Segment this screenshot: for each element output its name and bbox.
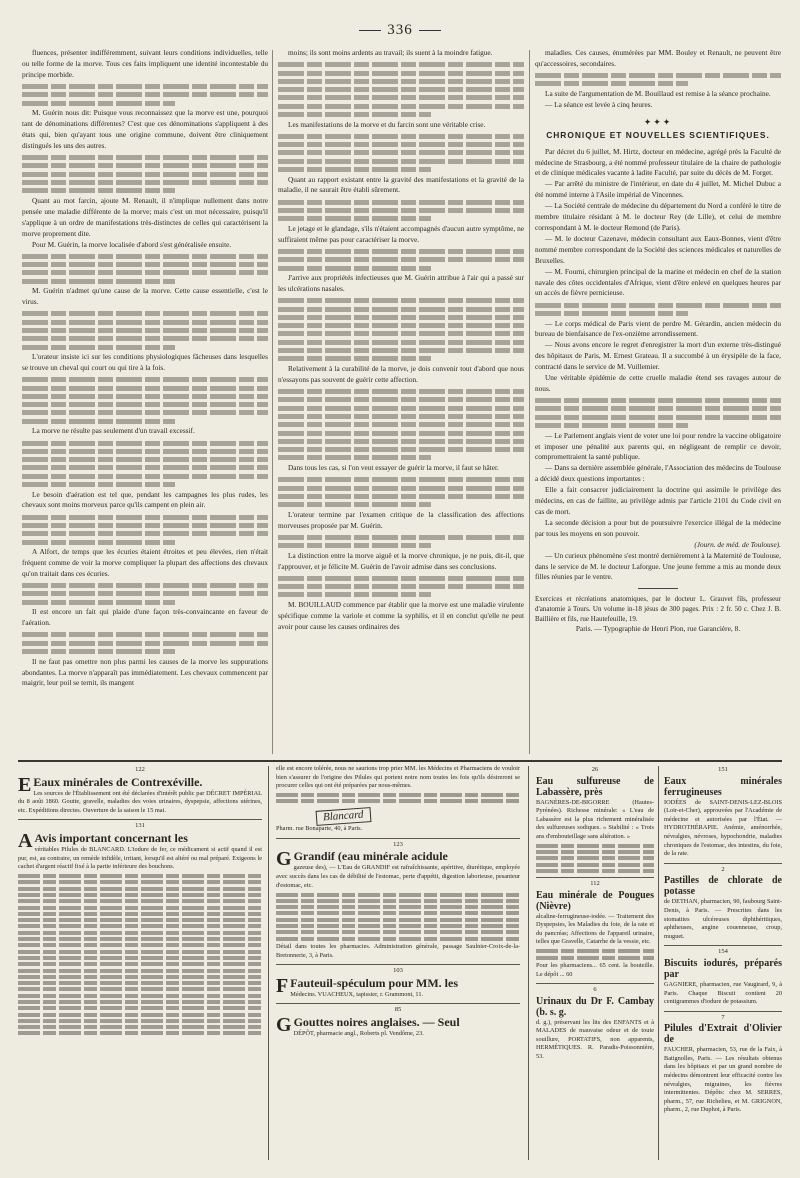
ad-text-line — [18, 1019, 262, 1023]
ad-separator — [536, 877, 654, 878]
col2-text-line — [278, 592, 431, 597]
col3-text-line — [535, 311, 688, 316]
col2-text-line — [278, 79, 524, 84]
ad-number: 103 — [393, 967, 403, 975]
col2-p10: M. BOUILLAUD commence par établir que la morve est une maladie virulente spécifique comme la variole et comme la syphilis, et il en conclut qu'elle ne peut avoir pour cause les causes ordinaires des — [278, 600, 524, 631]
news-item: Par décret du 6 juillet, M. Hirtz, docteur en médecine, agrégé près la Faculté de médecine de Strasbourg, a été nommé professeur titulaire de la chaire de pathologie et de clinique médicales vacante à ladite Faculté, par suite du décès de M. Forget. — [535, 146, 781, 178]
col1-p8: Le besoin d'aération est tel que, pendant les campagnes les plus rudes, les chevaux sont moins morveux parce qu'ils campent en plein air. — [22, 489, 268, 510]
ad-title: Pastilles de chlorate de potasse — [664, 875, 782, 898]
col1-text-line — [22, 600, 175, 605]
ads-divider — [268, 766, 269, 1160]
ad-separator — [276, 1003, 520, 1004]
col1-text-line — [22, 92, 268, 97]
col2-text-line — [278, 439, 524, 444]
col1-text-line — [22, 540, 175, 545]
ad-body: de DETHAN, pharmacien, 90, faubourg Saint-Denis, à Paris. — Prescrites dans les stomatites ulcéreuses diphthéritiques, aphtheuses, angine couenneuse, croup, muguet. — [664, 898, 782, 940]
news-item: — Un curieux phénomène s'est montré dernièrement à la Maternité de Toulouse, dans le service de M. le docteur Laforgue. Une jeune femme a mis au monde deux filles réunies par le ventre. — [535, 550, 781, 582]
news-item: Une véritable épidémie de cette cruelle maladie étend ses ravages autour de nous. — [535, 373, 781, 393]
column-divider — [272, 50, 273, 754]
section-title: CHRONIQUE ET NOUVELLES SCIENTIFIQUES. — [546, 129, 770, 140]
ad-address: Pour les pharmaciens... 65 cent. la bouteille. Le dépôt ... 60 — [536, 961, 654, 978]
col1-p-opening: fluences, présenter indifféremment, suivant leurs conditions individuelles, telle ou telle forme de la morve. Tous ces faits impliquent une identité incontestable du principe morbide. — [22, 48, 268, 79]
ads-top-rule — [18, 760, 782, 762]
ad-labassere — [536, 776, 654, 873]
col2-text-line — [278, 422, 524, 427]
ad-text-line — [276, 893, 520, 897]
ad-number: 85 — [394, 1006, 402, 1014]
ads-column-1 — [18, 764, 262, 1164]
advertisements-band — [18, 764, 782, 1164]
col3-text-line — [535, 415, 781, 420]
article-column-1 — [22, 48, 268, 754]
news-item: — M. Fourni, chirurgien principal de la marine et médecin en chef de la station navale des côtes occidentales d'Afrique, vient d'être enlevé en quelques heures par un accès de fièvre pernicieuse. — [535, 266, 781, 298]
col1-text-line — [22, 328, 268, 333]
ad-blancard-notice: A Avis important concernant les véritables Pilules de BLANCARD. L'iodure de fer, ce médicament si actif quand il est pur, est, au contraire, un remède infidèle, irritant, lorsqu'il est altéré ou mal préparé. Exigeons le cachet d'argent réactif fixé à la partie inférieure des bouchons. — [18, 832, 262, 1036]
ad-separator — [536, 983, 654, 984]
page-number: 336 — [387, 22, 413, 38]
col2-text-line — [278, 447, 524, 452]
ad-number: 131 — [135, 822, 145, 830]
col2-text-line — [278, 348, 524, 353]
col2-text-line — [278, 159, 524, 164]
col2-p7: Dans tous les cas, si l'on veut essayer de guérir la morve, il faut se hâter. — [288, 463, 499, 473]
col1-text-line — [22, 457, 268, 462]
news-item: — Par arrêté du ministre de l'intérieur, en date du 4 juillet, M. Michel Dubuc a été nommé interne à l'Asile impérial de Vincennes. — [535, 179, 781, 200]
col1-text-line — [22, 377, 268, 382]
ad-title: Eau minérale de Pougues (Nièvre) — [536, 889, 654, 912]
col1-p5: M. Guérin n'admet qu'une cause de la morve. Cette cause essentielle, c'est le virus. — [22, 286, 268, 307]
col1-text-line — [22, 531, 268, 536]
news-item: Elle a fait consacrer judiciairement la doctrine qui assimile le privilège des médecins, en cas de faillite, au privilège admis par l'article 2101 du Code civil en cas de mort. — [535, 485, 781, 516]
col1-text-line — [22, 262, 268, 267]
col2-text-line — [278, 340, 524, 345]
col3-text-line — [535, 423, 688, 428]
ad-text-line — [18, 906, 262, 910]
col1-text-line — [22, 345, 175, 350]
col2-text-line — [278, 331, 524, 336]
col2-p6: Relativement à la curabilité de la morve, je dois convenir tout d'abord que nous n'essayons pas souvent de guérir cette affection. — [278, 363, 524, 384]
col1-text-line — [22, 180, 268, 185]
col2-text-line — [278, 208, 524, 213]
col2-p2: Les manifestations de la morve et du farcin sont une véritable crise. — [288, 119, 486, 129]
ads-column-3 — [536, 764, 654, 1164]
col3-p3: — La séance est levée à cinq heures. — [545, 99, 653, 109]
news-item: — Dans sa dernière assemblée générale, l'Association des médecins de Toulouse a décidé deux questions importantes : — [535, 463, 781, 484]
col2-text-line — [278, 71, 524, 76]
col2-text-line — [278, 356, 431, 361]
col2-text-line — [278, 95, 524, 100]
publication-note: Exercices et récréations anatomiques, par le docteur L. Grauvet fils, professeur d'anatomie à Tours. Un volume in-18 jésus de 300 pages. Prix : 2 fr. 50 c. Chez J. B. Baillière et fils, rue Hautefeuille, 19. — [535, 595, 781, 624]
col2-text-line — [278, 298, 524, 303]
col1-text-line — [22, 591, 268, 596]
ad-title: Urinaux du Dr F. Cambay (b. s. g. — [536, 995, 654, 1018]
ad-text-line — [276, 918, 520, 922]
ad-title: Fauteuil-spéculum pour MM. les — [290, 975, 458, 990]
ads-divider — [528, 766, 529, 1160]
col1-text-line — [22, 254, 268, 259]
col1-text-line — [22, 311, 268, 316]
ad-title: Pilules d'Extrait d'Olivier de — [664, 1023, 782, 1046]
ad-text-line — [536, 850, 654, 854]
ad-text-line — [276, 924, 520, 928]
news-item: La seconde décision a pour but de poursuivre l'exercice illégal de la médecine par tous les moyens en son pouvoir. — [535, 517, 781, 538]
ad-text-line — [18, 924, 262, 928]
news-source: (Journ. de méd. de Toulouse). — [694, 539, 781, 549]
col2-text-line — [278, 104, 524, 109]
col2-text-line — [278, 389, 524, 394]
col1-p6: L'orateur insiste ici sur les conditions physiologiques fâcheuses dans lesquelles se trouve un cheval qui court ou qui tire à la fois. — [22, 352, 268, 373]
ad-body: IODÉES de SAINT-DENIS-LEZ-BLOIS (Loir-et-Cher), approuvées par l'Académie de médecine et autorisées par l'État. — HYDROTHÉRAPIE. Anémie, aménorrhée, névralgies, névroses, hypochondrie, maladies chroniques de l'estomac, des intestins, du foie, de la rate. — [664, 798, 782, 858]
col2-text-line — [278, 486, 524, 491]
ad-number: 26 — [591, 766, 599, 773]
section-ornament: ✦✦✦ — [643, 116, 673, 127]
col2-text-line — [278, 200, 524, 205]
col3-p2: La suite de l'argumentation de M. Bouillaud est remise à la séance prochaine. — [545, 89, 771, 98]
col2-text-line — [278, 543, 431, 548]
ad-text-line — [18, 887, 262, 891]
ad-pilules-olivier — [664, 1023, 782, 1115]
col1-text-line — [22, 410, 268, 415]
col2-text-line — [278, 62, 524, 67]
col1-text-line — [22, 402, 268, 407]
col1-text-line — [22, 84, 268, 89]
col1-text-line — [22, 336, 268, 341]
col2-p9: La distinction entre la morve aiguë et la morve chronique, je ne puis, dit-il, que l'approuver, et je félicite M. Guérin de l'avoir admise dans ses conclusions. — [278, 550, 524, 571]
col2-text-line — [278, 150, 524, 155]
ad-body: BAGNÈRES-DE-BIGORRE (Hautes-Pyrénées). Richesse minérale: « L'eau de Labassère est la plus richement minéralisée des sulfureuses sodiques. » Stabilité : « Trois ans d'embouteillage sans altération. » — [536, 798, 654, 840]
ad-gouttes-noires: G Gouttes noires anglaises. — Seul DÉPÔT, pharmacie angl., Roberts pl. Vendôme, 23. — [276, 1016, 520, 1039]
col1-text-line — [22, 482, 175, 487]
col1-text-line — [22, 270, 268, 275]
col1-text-line — [22, 515, 268, 520]
col1-text-line — [22, 320, 268, 325]
col1-text-line — [22, 583, 268, 588]
ad-text-line — [276, 937, 520, 941]
col1-text-line — [22, 386, 268, 391]
ad-fauteuil-speculum: F Fauteuil-spéculum pour MM. les Médecins. VUACHEUX, tapissier, r. Grammont, 11. — [276, 977, 520, 1000]
ad-text-line — [18, 975, 262, 979]
ad-number: 154 — [718, 948, 728, 956]
col2-text-line — [278, 584, 524, 589]
col1-text-line — [22, 155, 268, 160]
col1-text-line — [22, 394, 268, 399]
ad-text-line — [18, 981, 262, 985]
ad-body: DÉPÔT, pharmacie angl., Roberts pl. Vendôme, 23. — [293, 1029, 424, 1037]
col3-text-line — [535, 303, 781, 308]
col2-text-line — [278, 414, 524, 419]
col2-text-line — [278, 257, 524, 262]
col1-text-line — [22, 279, 175, 284]
ad-text-line — [18, 950, 262, 954]
col1-text-line — [22, 474, 268, 479]
col2-text-line — [278, 576, 524, 581]
page-number-header — [0, 22, 800, 39]
col3-text-line — [535, 81, 688, 86]
col2-text-line — [278, 216, 431, 221]
ad-text-line — [536, 949, 654, 953]
ad-title: Biscuits iodurés, préparés par — [664, 957, 782, 980]
ad-text-line — [276, 911, 520, 915]
col1-p2: M. Guérin nous dit: Puisque vous reconnaissez que la morve est une, pourquoi tant de dénominations différentes? C'est que ces dénominations s'appliquent à des états qui, bien qu'ayant tous une origine commune, doivent être cliniquement distingués les uns des autres. — [22, 108, 268, 150]
col3-text-line — [535, 406, 781, 411]
printer-imprint: Paris. — Typographie de Henri Plon, rue Garancière, 8. — [575, 624, 741, 634]
ad-text-line — [18, 893, 262, 897]
col1-p10: Il est encore un fait qui plaide d'une façon très-convaincante en faveur de l'aération. — [22, 607, 268, 628]
ad-body: véritables Pilules de BLANCARD. L'iodure de fer, ce médicament si actif quand il est pur, est, au contraire, un remède infidèle, irritant, lorsqu'il est altéré ou mal préparé. Exigeons le cachet d'argent réactif fixé à la partie inférieure des bouchons. — [18, 845, 262, 871]
ad-address: Pharm. rue Bonaparte, 40, à Paris. — [276, 825, 363, 833]
ad-text-line — [18, 962, 262, 966]
ad-text-line — [18, 1013, 262, 1017]
col2-text-line — [278, 494, 524, 499]
ad-number: 123 — [393, 840, 403, 848]
col2-text-line — [278, 112, 431, 117]
col2-text-line — [278, 142, 524, 147]
col2-text-line — [278, 134, 524, 139]
ad-text-line — [18, 1025, 262, 1029]
col2-text-line — [278, 502, 431, 507]
ad-blancard-continued — [276, 765, 520, 834]
ad-text-line — [276, 799, 520, 803]
ad-text-line — [536, 863, 654, 867]
col1-text-line — [22, 172, 268, 177]
col3-p1: maladies. Ces causes, énumérées par MM. Bouley et Renault, ne peuvent être qu'accessoires, secondaires. — [535, 48, 781, 68]
ad-title: Grandif (eau minérale acidule — [293, 849, 448, 864]
ad-body: Médecins. VUACHEUX, tapissier, r. Grammont, 11. — [290, 990, 424, 998]
ad-text-line — [18, 969, 262, 973]
ad-number: 122 — [135, 766, 145, 773]
col2-text-line — [278, 535, 524, 540]
ad-saint-denis-eaux — [664, 776, 782, 859]
article-column-2 — [278, 48, 524, 754]
ad-title: Gouttes noires anglaises. — Seul — [293, 1014, 460, 1029]
ad-contrexeville: E Eaux minérales de Contrexéville. Les sources de l'Établissement ont été déclarées d'intérêt public par DÉCRET IMPÉRIAL du 8 août 1860. Goutte, gravelle, maladies des voies urinaires, dyspepsie, affections utérines, etc. Expéditions directes. Ouverture de la saison le 15 mai. — [18, 773, 262, 814]
col1-text-line — [22, 441, 268, 446]
col1-text-line — [22, 419, 175, 424]
ad-body: GAGNIERE, pharmacien, rue Vaugirard, 9, à Paris. Chaque Biscuit contient 20 centigrammes d'iodure de potassium. — [664, 980, 782, 1006]
ad-text-line — [536, 869, 654, 873]
col2-p8: L'orateur termine par l'examen critique de la classification des affections morveuses proposée par M. Guérin. — [278, 509, 524, 530]
col3-text-line — [535, 73, 781, 78]
ad-text-line — [18, 987, 262, 991]
ad-body: Les sources de l'Établissement ont été déclarées d'intérêt public par DÉCRET IMPÉRIAL du 8 août 1860. Goutte, gravelle, maladies des voies urinaires, dyspepsie, affections utérines, etc. Expéditions directes. Ouverture de la saison le 15 mai. — [18, 789, 262, 814]
col2-p4: Le jetage et le glandage, s'ils n'étaient accompagnés d'aucun autre symptôme, ne suffiraient même pas pour caractériser la morve. — [278, 223, 524, 244]
col2-p5: J'arrive aux propriétés infectieuses que M. Guérin attribue à l'air qui a passé sur les ulcérations nasales. — [278, 273, 524, 294]
col1-p3: Quant au mot farcin, ajoute M. Renault, il n'implique nullement dans notre pensée une maladie différente de la morve; mais c'est un mot nécessaire, puisqu'il s'applique à un ordre de manifestations très-distinctes de celles qui caractérisent la morve proprement dite. — [22, 195, 268, 238]
column-divider — [529, 50, 530, 754]
col2-text-line — [278, 167, 431, 172]
ad-separator — [664, 863, 782, 864]
ad-text-line — [18, 1031, 262, 1035]
ad-number: 2 — [721, 865, 725, 873]
ad-title: Avis important concernant les — [34, 830, 188, 845]
news-item: — Le Parlement anglais vient de voter une loi pour rendre la vaccine obligatoire et imposer une pénalité aux parents qui, en négligeant de remplir ce devoir, compromettraient la santé publique. — [535, 430, 781, 462]
col2-text-line — [278, 477, 524, 482]
news-item: — M. le docteur Cazenave, médecin consultant aux Eaux-Bonnes, vient d'être nommé membre correspondant de la Société des sciences médicales et naturelles de Bruxelles. — [535, 233, 781, 265]
ad-text-line — [276, 793, 520, 797]
col1-p7: La morve ne résulte pas seulement d'un travail excessif. — [32, 426, 195, 436]
ad-text-line — [18, 918, 262, 922]
col2-p1: moins; ils sont moins ardents au travail; ils suent à la moindre fatigue. — [288, 48, 493, 57]
ad-text-line — [276, 905, 520, 909]
col1-text-line — [22, 641, 268, 646]
ad-title: Eaux minérales ferrugineuses — [664, 775, 782, 798]
ad-text-line — [18, 956, 262, 960]
ad-text-line — [18, 912, 262, 916]
ad-number: 7 — [721, 1013, 725, 1021]
col2-text-line — [278, 315, 524, 320]
col2-text-line — [278, 266, 431, 271]
col1-text-line — [22, 163, 268, 168]
ad-separator — [664, 945, 782, 946]
col2-text-line — [278, 431, 524, 436]
ad-text-line — [18, 994, 262, 998]
news-item: — La Société centrale de médecine du département du Nord a conféré le titre de membre titulaire résidant à M. le docteur Rey (de Lille), et celui de membre correspondant à M. le docteur Remond (de Paris). — [535, 201, 781, 232]
ad-pastilles-dethan — [664, 875, 782, 941]
ad-pougues — [536, 890, 654, 979]
ad-text-line — [18, 937, 262, 941]
news-item: — Le corps médical de Paris vient de perdre M. Gérardin, ancien médecin du bureau de bienfaisance de l'ex-onzième arrondissement. — [535, 318, 781, 339]
ad-body: d. g.), préservant les lits des ENFANTS et à MALADES de mauvaise odeur et de toute souillure, PORTATIFS, non apparents, HERMÉTIQUES. R. Paradis-Poissonnière, 53. — [536, 1018, 654, 1061]
ad-body: elle est encore tolérée, nous ne saurions trop prier MM. les Médecins et Pharmaciens de vouloir bien s'assurer de l'origine des Pilules qui portent notre nom toutes les fois qu'ils désireront se procurer celles qui ont été préparées par nous-mêmes. — [276, 765, 520, 790]
ad-text-line — [18, 931, 262, 935]
ad-text-line — [18, 899, 262, 903]
divider — [638, 588, 678, 589]
ad-title: Eaux minérales de Contrexéville. — [33, 774, 203, 789]
col1-text-line — [22, 449, 268, 454]
col2-text-line — [278, 406, 524, 411]
col1-text-line — [22, 465, 268, 470]
ads-column-2 — [276, 764, 520, 1164]
ad-grandif: G Grandif (eau minérale acidule gazeuse des), — L'Eau de GRANDIF est rafraîchissante, apéritive, diurétique, employée avec succès dans les cas de débilité de l'estomac, perte d'appétit, digestion laborieuse, pesanteur d'estomac, etc. Détail dans toutes les pharmacies. Administration générale, passage Saulnier-Croix-de-la-Bretonnerie, 3, à Paris. — [276, 848, 520, 959]
col2-text-line — [278, 307, 524, 312]
news-item: — Nous avons encore le regret d'enregistrer la mort d'un externe très-distingué des hôpitaux de Paris, M. Ernest Grateau. Il a succombé à un érysipèle de la face, contracté dans le service de M. Vuillemier. — [535, 340, 781, 372]
ad-text-line — [18, 1006, 262, 1010]
ad-text-line — [536, 956, 654, 960]
ad-title: Eau sulfureuse de Labassère, près — [536, 775, 654, 798]
ad-text-line — [536, 856, 654, 860]
col2-p3: Quant au rapport existant entre la gravité des manifestations et la gravité de la maladie, il ne saurait être établi sûrement. — [278, 174, 524, 195]
ad-urinaux-cambay — [536, 996, 654, 1062]
ad-body: alcaline-ferrugineuse-iodée. — Traitement des Dyspepsies, les Maladies du foie, de la rate et du pancréas; Affections de l'appareil urinaire, telles que Gravelle, Catarrhe de la vessie, etc. — [536, 912, 654, 946]
ad-separator — [18, 819, 262, 820]
col1-text-line — [22, 649, 175, 654]
ad-text-line — [18, 943, 262, 947]
ad-text-line — [536, 844, 654, 848]
col2-text-line — [278, 397, 524, 402]
ad-number: 151 — [718, 766, 728, 773]
ad-number: 112 — [590, 880, 600, 888]
col2-text-line — [278, 87, 524, 92]
ad-address: Détail dans toutes les pharmacies. Administration générale, passage Saulnier-Croix-de-la-Bretonnerie, 3, à Paris. — [276, 942, 520, 959]
col1-text-line — [22, 523, 268, 528]
col3-text-line — [535, 398, 781, 403]
col1-text-line — [22, 188, 175, 193]
ads-column-4 — [664, 764, 782, 1164]
col2-text-line — [278, 249, 524, 254]
col1-p4: Pour M. Guérin, la morve localisée d'abord s'est généralisée ensuite. — [32, 239, 232, 249]
ad-separator — [276, 964, 520, 965]
ad-text-line — [18, 1000, 262, 1004]
col1-p9: A Alfort, de temps que les écuries étaient étroites et peu élevées, rien n'était fréquent comme de voir la morve compliquer la plupart des affections des chevaux qu'on traitait dans ces écuries. — [22, 547, 268, 578]
ad-separator — [664, 1011, 782, 1012]
ad-text-line — [18, 874, 262, 878]
col1-text-line — [22, 101, 175, 106]
ad-body: gazeuse des), — L'Eau de GRANDIF est rafraîchissante, apéritive, diurétique, employée avec succès dans les cas de débilité de l'estomac, perte d'appétit, digestion laborieuse, pesanteur d'estomac, etc. — [276, 864, 520, 889]
ads-divider — [658, 766, 659, 1160]
ad-text-line — [276, 930, 520, 934]
blancard-signature: Blancard — [316, 807, 371, 825]
ad-text-line — [18, 880, 262, 884]
ad-separator — [276, 838, 520, 839]
ad-body: FAUCHER, pharmacien, 53, rue de la Faix, à Batignolles, Paris. — Les résultats obtenus dans les hôpitaux et par un grand nombre de médecins démontrent leur efficacité contre les névralgies, migraines, les fièvres intermittentes. Dépôts: chez M. SERRES, pharm., 57, rue Richelieu, et M. GRIGNON, pharm., 2, rue Duphot, à Paris. — [664, 1046, 782, 1114]
ad-biscuits-iodures — [664, 958, 782, 1007]
col1-p11: Il ne faut pas omettre non plus parmi les causes de la morve les suppurations abondantes. La morve n'apparaît pas immédiatement. Les chevaux commencent par maigrir, leur poil se ternit, ils mangent — [22, 656, 268, 688]
col2-text-line — [278, 323, 524, 328]
ad-number: 6 — [593, 986, 597, 994]
col2-text-line — [278, 455, 431, 460]
article-column-3 — [535, 48, 781, 754]
col1-text-line — [22, 632, 268, 637]
ad-text-line — [276, 899, 520, 903]
